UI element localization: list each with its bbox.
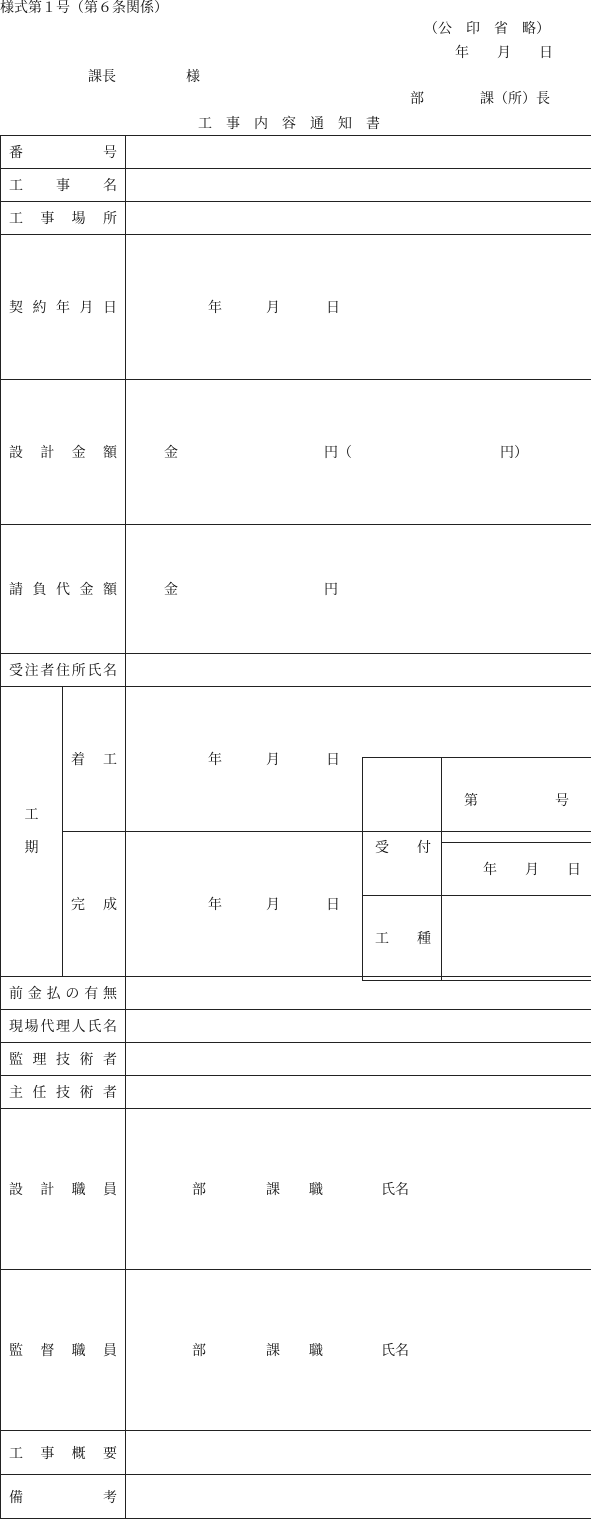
- table-row: [1, 380, 591, 525]
- reception-label-cell: [363, 758, 442, 896]
- month-text: 月: [266, 297, 280, 317]
- remarks-value[interactable]: [126, 1475, 591, 1519]
- supervising-engineer-label: 監理技術者: [1, 1043, 126, 1076]
- site-agent-label: 現場代理人氏名: [1, 1010, 126, 1043]
- number-label: 番 号: [1, 136, 126, 169]
- table-row: [1, 136, 591, 169]
- contract-amount-value[interactable]: [126, 525, 591, 654]
- year-text: 年: [208, 297, 222, 317]
- period-label: 工 期: [1, 687, 63, 977]
- month-text: 月: [266, 749, 280, 769]
- dept-text: 部: [192, 1179, 206, 1199]
- supervising-engineer-value[interactable]: [126, 1043, 591, 1076]
- table-row: [1, 1270, 591, 1431]
- table-row: [1, 977, 591, 1010]
- addressee: 課長 様: [88, 70, 200, 84]
- work-type-value[interactable]: [442, 896, 591, 981]
- chief-engineer-label: 主任技術者: [1, 1076, 126, 1109]
- name-text: 氏名: [381, 1340, 409, 1360]
- reception-label: 受 付: [375, 837, 431, 857]
- remarks-label: 備 考: [1, 1475, 126, 1519]
- day-text: 日: [326, 297, 340, 317]
- site-agent-value[interactable]: [126, 1010, 591, 1043]
- supervisor-staff-label: 監 督 職 員: [1, 1270, 126, 1431]
- amount-prefix: 金: [164, 442, 178, 462]
- reception-box: [362, 757, 591, 981]
- overview-value[interactable]: [126, 1431, 591, 1475]
- yen-text: 円: [324, 579, 338, 599]
- work-type-label-cell: [363, 896, 442, 981]
- contract-amount-label: 請負代金額: [1, 525, 126, 654]
- document-title: 工 事 内 容 通 知 書: [198, 117, 380, 131]
- contract-date-label: 契約年月日: [1, 235, 126, 380]
- month-text: 月: [266, 894, 280, 914]
- dept-text: 部: [192, 1340, 206, 1360]
- issue-date: 年 月 日: [455, 46, 553, 60]
- year-text: 年: [208, 749, 222, 769]
- work-site-label: 工 事 場 所: [1, 202, 126, 235]
- amount-prefix: 金: [164, 579, 178, 599]
- reception-number-cell[interactable]: [442, 758, 591, 843]
- reception-date-cell[interactable]: [442, 843, 591, 896]
- reception-date: 年 月 日: [483, 862, 581, 878]
- advance-payment-label: 前金払の有無: [1, 977, 126, 1010]
- design-staff-label: 設 計 職 員: [1, 1109, 126, 1270]
- sender: 部 課（所）長: [410, 92, 550, 106]
- overview-label: 工 事 概 要: [1, 1431, 126, 1475]
- day-text: 日: [326, 894, 340, 914]
- work-name-value[interactable]: [126, 169, 591, 202]
- number-value[interactable]: [126, 136, 591, 169]
- yen-close-text: 円）: [500, 442, 528, 462]
- design-staff-value[interactable]: [126, 1109, 591, 1270]
- period-end-label: 完成: [63, 832, 126, 977]
- chief-engineer-value[interactable]: [126, 1076, 591, 1109]
- period-start-label: 着工: [63, 687, 126, 832]
- number-prefix: 第: [464, 790, 478, 810]
- yen-open-text: 円（: [324, 442, 352, 462]
- section-text: 課: [266, 1340, 280, 1360]
- work-type-label: 工 種: [375, 928, 431, 948]
- table-row: [1, 1010, 591, 1043]
- work-name-label: 工 事 名: [1, 169, 126, 202]
- name-text: 氏名: [381, 1179, 409, 1199]
- table-row: [1, 1431, 591, 1475]
- design-amount-label: 設 計 金 額: [1, 380, 126, 525]
- form-number: 様式第１号（第６条関係）: [0, 1, 168, 15]
- design-amount-value[interactable]: [126, 380, 591, 525]
- section-text: 課: [266, 1179, 280, 1199]
- contract-date-value[interactable]: [126, 235, 591, 380]
- supervisor-staff-value[interactable]: [126, 1270, 591, 1431]
- day-text: 日: [326, 749, 340, 769]
- position-text: 職: [309, 1340, 323, 1360]
- table-row: [1, 1076, 591, 1109]
- table-row: [1, 1043, 591, 1076]
- number-suffix: 号: [555, 790, 569, 810]
- table-row: [1, 1475, 591, 1519]
- seal-omitted-note: （公 印 省 略）: [424, 22, 550, 36]
- table-row: [1, 525, 591, 654]
- table-row: [1, 1109, 591, 1270]
- table-row: [1, 169, 591, 202]
- table-row: [1, 235, 591, 380]
- advance-payment-value[interactable]: [126, 977, 591, 1010]
- position-text: 職: [309, 1179, 323, 1199]
- contractor-label: 受注者住所氏名: [1, 654, 126, 687]
- year-text: 年: [208, 894, 222, 914]
